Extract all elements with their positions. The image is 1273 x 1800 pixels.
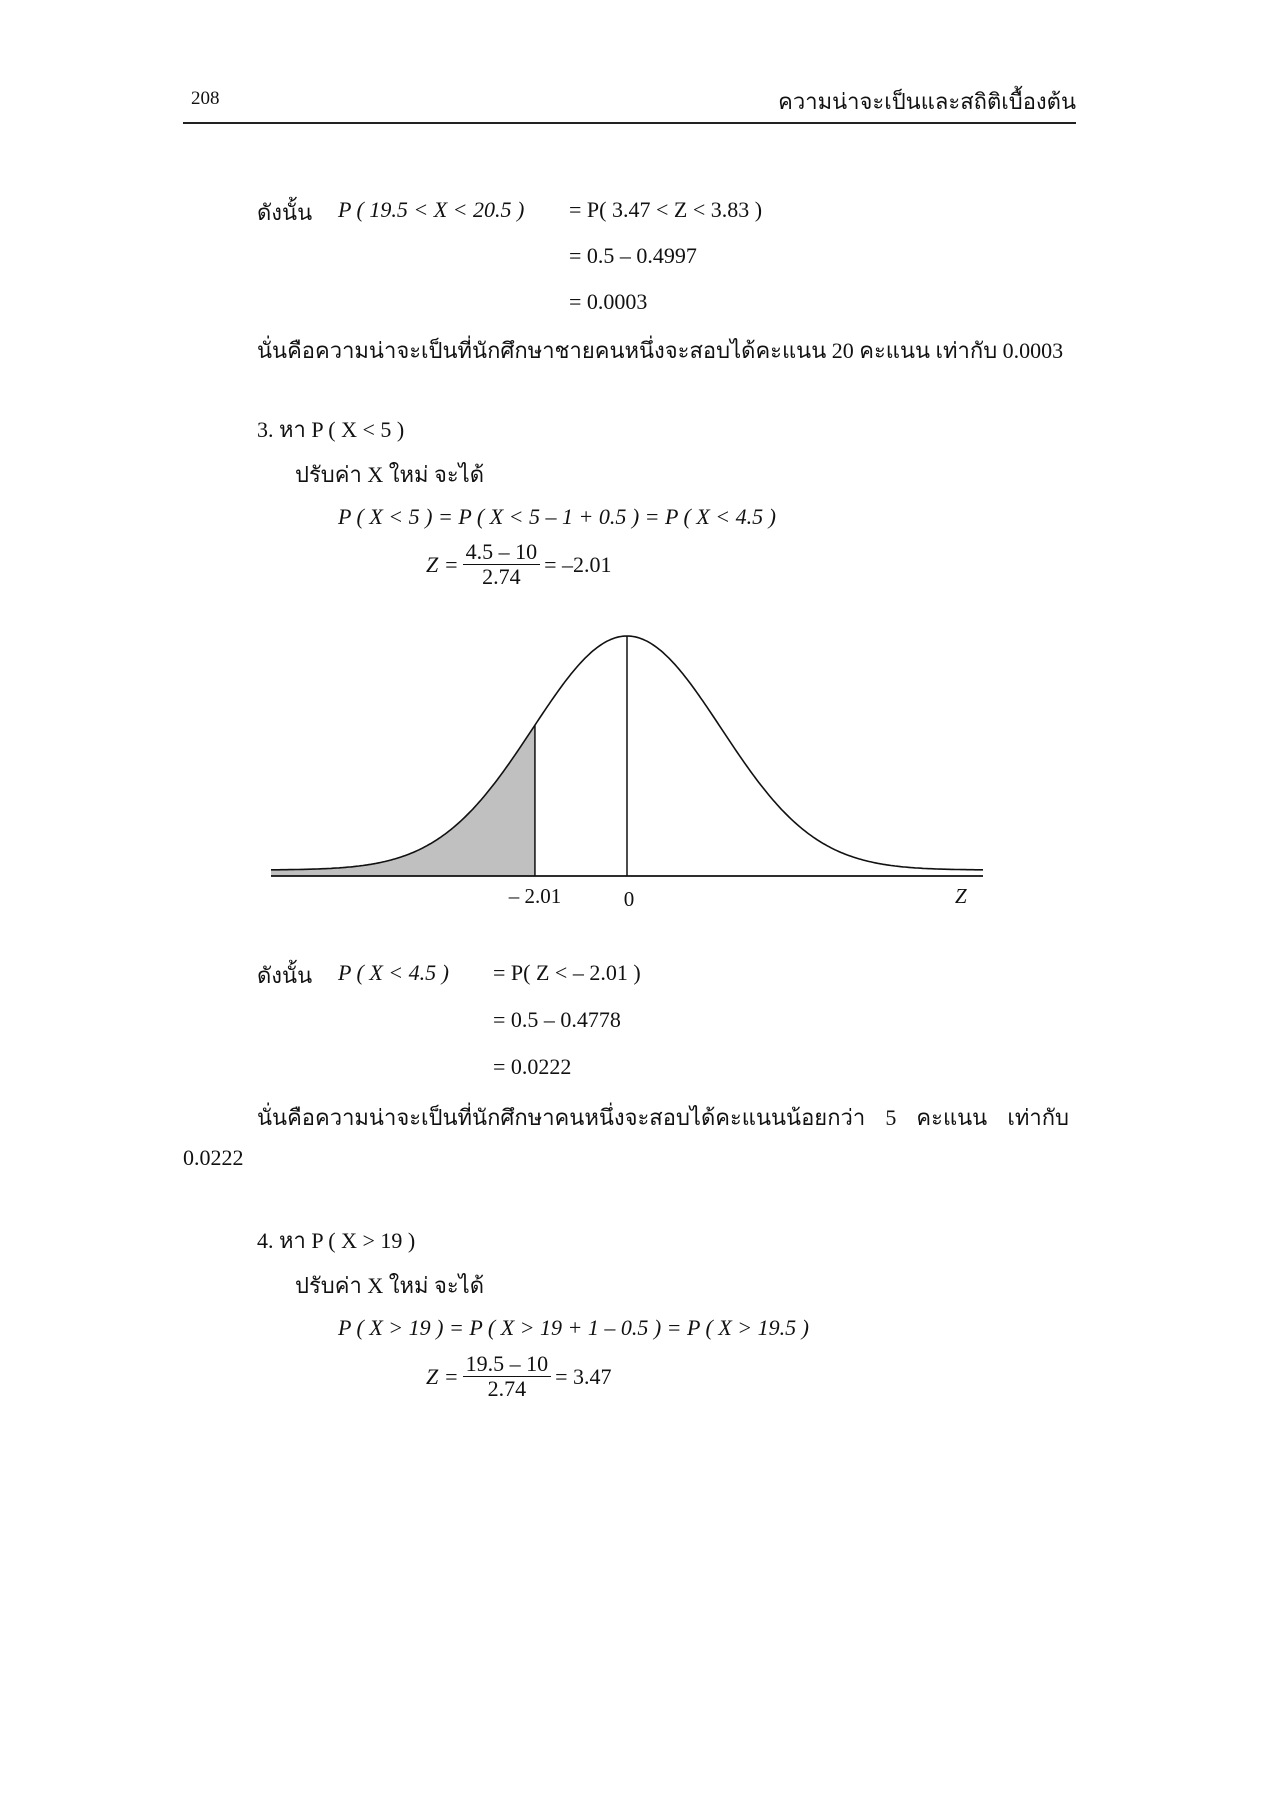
z-lhs: Z = — [426, 1363, 459, 1389]
zero-label: 0 — [623, 887, 635, 911]
therefore-label: ดังนั้น — [257, 200, 313, 225]
conclusion-text: นั่นคือความน่าจะเป็นที่นักศึกษาคนหนึ่งจะสอบได้คะแนนน้อยกว่า 5 คะแนน เท่ากับ — [257, 1105, 1069, 1130]
result-line: = 0.0222 — [493, 1054, 572, 1079]
numerator: 19.5 – 10 — [463, 1352, 552, 1377]
z-rhs: = 3.47 — [555, 1363, 612, 1389]
result-line: = P( 3.47 < Z < 3.83 ) — [569, 197, 763, 222]
denominator: 2.74 — [482, 564, 521, 589]
result-line: = 0.5 – 0.4778 — [493, 1007, 621, 1032]
fraction — [463, 540, 541, 589]
continuity-equation: P ( X < 5 ) = P ( X < 5 – 1 + 0.5 ) = P ( X < 4.5 ) — [338, 504, 776, 529]
normal-curve-figure — [0, 600, 1273, 920]
numerator: 4.5 – 10 — [463, 540, 541, 565]
z-axis-label: Z — [955, 884, 967, 908]
probability-lhs: P ( 19.5 < X < 20.5 ) — [338, 197, 525, 222]
shaded-left-tail — [271, 725, 535, 876]
result-line: = P( Z < – 2.01 ) — [493, 960, 641, 985]
result-line: = 0.0003 — [569, 289, 648, 314]
probability-lhs: P ( X < 4.5 ) — [338, 960, 449, 985]
therefore-label: ดังนั้น — [257, 963, 313, 988]
adjust-text: ปรับค่า X ใหม่ จะได้ — [295, 462, 485, 487]
result-line: = 0.5 – 0.4997 — [569, 243, 697, 268]
denominator: 2.74 — [487, 1376, 527, 1401]
conclusion-text: นั่นคือความน่าจะเป็นที่นักศึกษาชายคนหนึ่งจะสอบได้คะแนน 20 คะแนน เท่ากับ 0.0003 — [257, 338, 1064, 363]
header-rule — [183, 122, 1076, 124]
cut-label: – 2.01 — [508, 884, 562, 908]
z-lhs: Z = — [426, 551, 459, 577]
z-formula — [426, 1352, 612, 1401]
page-number: 208 — [191, 88, 220, 109]
z-formula — [426, 540, 612, 589]
running-header-title: ความน่าจะเป็นและสถิติเบื้องต้น — [778, 89, 1076, 114]
continuity-equation: P ( X > 19 ) = P ( X > 19 + 1 – 0.5 ) = P ( X > 19.5 ) — [338, 1315, 809, 1340]
conclusion-value: 0.0222 — [183, 1145, 244, 1170]
z-rhs: = –2.01 — [544, 551, 612, 577]
adjust-text: ปรับค่า X ใหม่ จะได้ — [295, 1273, 485, 1298]
section-heading: 3. หา P ( X < 5 ) — [257, 417, 405, 442]
fraction — [463, 1352, 552, 1401]
section-heading: 4. หา P ( X > 19 ) — [257, 1228, 416, 1253]
